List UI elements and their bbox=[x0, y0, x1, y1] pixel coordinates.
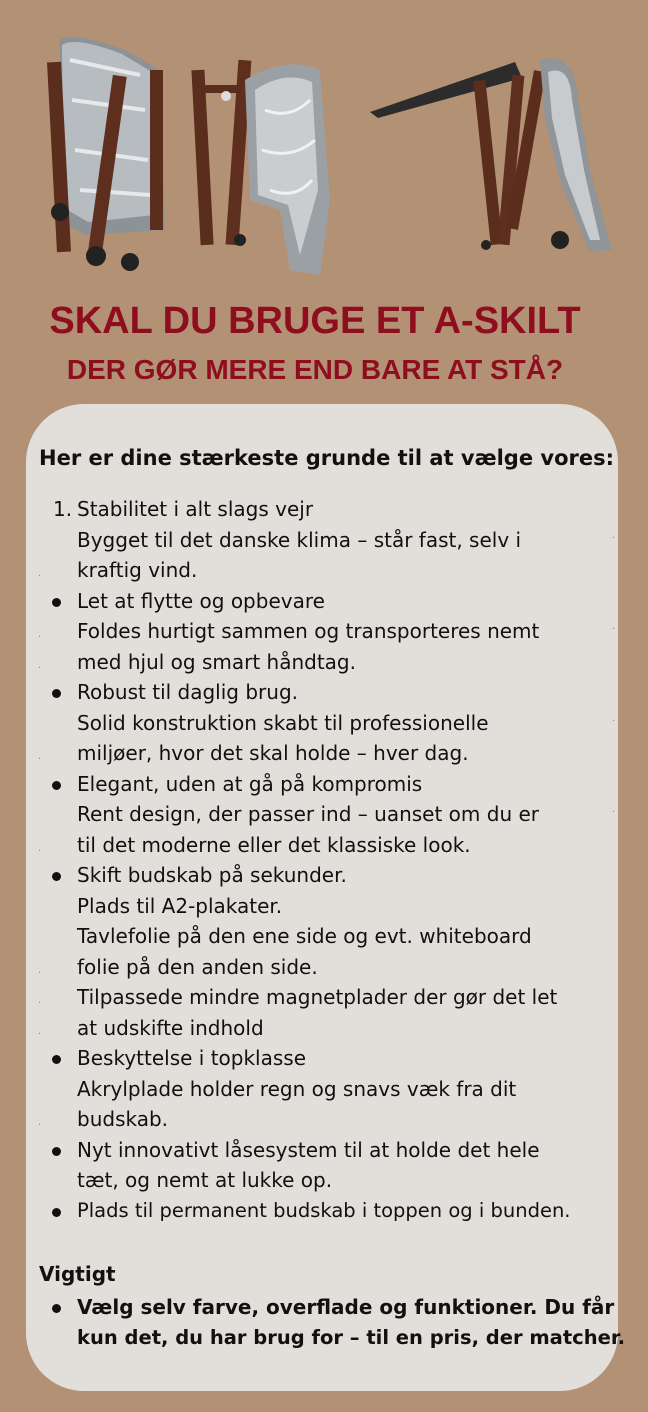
list-item-text: Solid konstruktion skabt til professionelle bbox=[77, 710, 489, 735]
bullet-icon bbox=[52, 860, 74, 891]
headline-line-2: DER GØR MERE END BARE AT STÅ? bbox=[66, 354, 564, 385]
list-item-text: Rent design, der passer ind – uanset om du er bbox=[77, 802, 540, 826]
list-item bbox=[0, 952, 648, 983]
list-item-text: Stabilitet i alt slags vejr bbox=[77, 497, 314, 521]
dot-mark: . bbox=[38, 842, 42, 854]
list-item-text: Beskyttelse i topklasse bbox=[77, 1046, 307, 1070]
list-item-text: kun det, du har brug for – til en pris, der matcher. bbox=[77, 1325, 626, 1349]
important-list bbox=[0, 1292, 648, 1353]
dot-mark: . bbox=[38, 1117, 42, 1128]
bullet-icon bbox=[52, 1043, 74, 1074]
list-item-text: Tavlefolie på den ene side og evt. whiteboard bbox=[77, 924, 532, 948]
list-item bbox=[0, 891, 648, 922]
list-item bbox=[0, 1165, 648, 1196]
list-item-text: Bygget til det danske klima – står fast, selv i bbox=[77, 527, 522, 552]
list-item bbox=[0, 525, 648, 556]
card-intro: Her er dine stærkeste grunde til at vælge vores: bbox=[39, 446, 614, 470]
dot-mark: . bbox=[612, 804, 616, 815]
product-photos bbox=[0, 0, 648, 290]
list-item bbox=[0, 1196, 648, 1227]
bullet-icon bbox=[52, 1292, 74, 1323]
dot-mark: . bbox=[38, 995, 42, 1006]
list-item-text: budskab. bbox=[77, 1107, 169, 1131]
list-item bbox=[0, 738, 648, 769]
list-item bbox=[0, 1135, 648, 1166]
list-item-text: Let at flytte og opbevare bbox=[77, 588, 325, 613]
list-item bbox=[0, 616, 648, 647]
headline-line-1: SKAL DU BRUGE ET A-SKILT bbox=[49, 300, 581, 342]
bullet-icon bbox=[52, 1135, 74, 1166]
list-item bbox=[0, 647, 648, 678]
list-item-text: at udskifte indhold bbox=[77, 1015, 264, 1040]
list-item bbox=[0, 1323, 648, 1354]
list-item-text: miljøer, hvor det skal holde – hver dag. bbox=[77, 741, 469, 765]
sign-photo-open bbox=[191, 60, 330, 275]
list-item bbox=[0, 1074, 648, 1105]
dot-mark: . bbox=[38, 751, 42, 762]
list-item bbox=[0, 860, 648, 891]
dot-mark: . bbox=[38, 568, 42, 579]
bullet-icon bbox=[52, 769, 74, 800]
list-item bbox=[0, 982, 648, 1013]
list-item bbox=[0, 1043, 648, 1074]
dot-mark: . bbox=[38, 629, 42, 640]
sign-photo-closed bbox=[47, 37, 165, 271]
list-item-text: Akrylplade holder regn og snavs væk fra dit bbox=[77, 1076, 517, 1101]
dot-mark: . bbox=[612, 621, 616, 632]
list-item bbox=[0, 1292, 648, 1323]
list-item-text: kraftig vind. bbox=[77, 558, 198, 582]
list-item bbox=[0, 769, 648, 800]
bullet-icon bbox=[52, 677, 74, 708]
list-number: 1. bbox=[53, 497, 73, 521]
list-item bbox=[0, 921, 648, 952]
dot-mark: . bbox=[612, 712, 616, 724]
list-item-text: til det moderne eller det klassiske look. bbox=[77, 832, 471, 857]
bullet-icon bbox=[52, 586, 74, 617]
list-item bbox=[0, 708, 648, 739]
feature-list bbox=[0, 494, 648, 1226]
dot-mark: . bbox=[38, 964, 42, 976]
list-item bbox=[0, 555, 648, 586]
list-item-text: Skift budskab på sekunder. bbox=[77, 863, 347, 887]
list-item-text: Nyt innovativt låsesystem til at holde det hele bbox=[77, 1137, 540, 1162]
important-heading: Vigtigt bbox=[39, 1262, 116, 1286]
list-item-text: Plads til A2-plakater. bbox=[77, 893, 283, 918]
list-item-text: Elegant, uden at gå på kompromis bbox=[77, 771, 423, 796]
sign-photo-side bbox=[370, 58, 612, 252]
list-item bbox=[0, 586, 648, 617]
list-item-text: tæt, og nemt at lukke op. bbox=[77, 1168, 333, 1192]
list-item bbox=[0, 1104, 648, 1135]
list-item bbox=[0, 494, 648, 525]
list-item-text: Foldes hurtigt sammen og transporteres nemt bbox=[77, 619, 540, 643]
list-item-text: Tilpassede mindre magnetplader der gør det let bbox=[77, 985, 558, 1009]
dot-mark: . bbox=[38, 659, 42, 671]
list-item-text: Robust til daglig brug. bbox=[77, 680, 298, 704]
list-item-text: Vælg selv farve, overflade og funktioner. Du får bbox=[77, 1295, 615, 1319]
list-item bbox=[0, 799, 648, 830]
bullet-icon bbox=[52, 1196, 74, 1227]
list-item bbox=[0, 1013, 648, 1044]
list-item bbox=[0, 830, 648, 861]
dot-mark: . bbox=[612, 529, 616, 541]
list-item bbox=[0, 677, 648, 708]
list-item-text: med hjul og smart håndtag. bbox=[77, 649, 356, 674]
list-item-text: folie på den anden side. bbox=[77, 954, 318, 979]
list-item-text: Plads til permanent budskab i toppen og i bunden. bbox=[77, 1198, 571, 1222]
dot-mark: . bbox=[38, 1025, 42, 1037]
